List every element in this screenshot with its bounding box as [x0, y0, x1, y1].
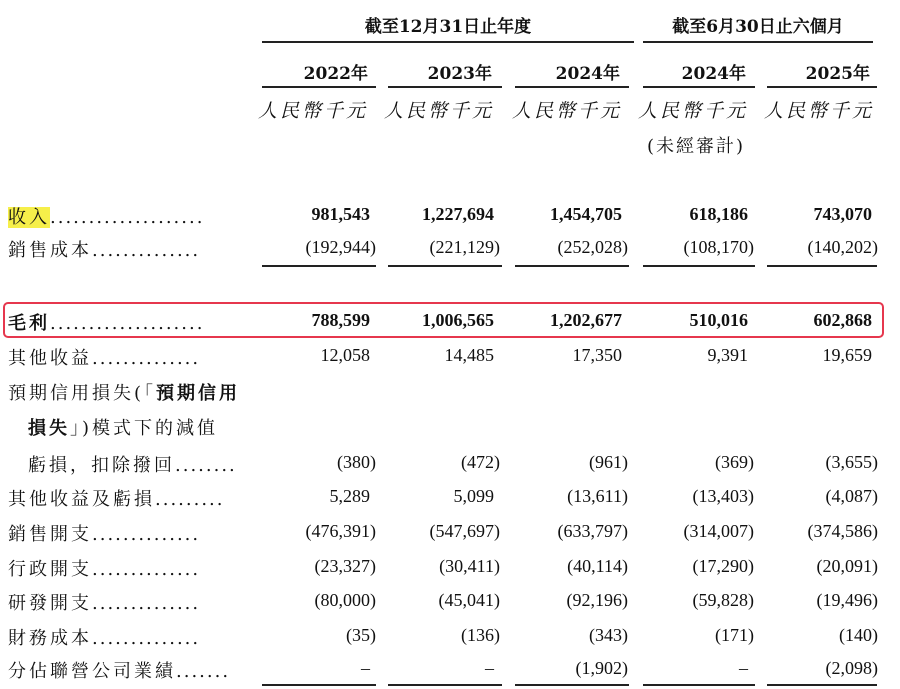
rd-expenses-2025-h1: (19,496) — [816, 590, 878, 610]
admin-expenses-2025-h1: (20,091) — [816, 556, 878, 576]
year-header-2024-h1: 2024年 — [681, 64, 746, 84]
cost-of-sales-2025-h1: (140,202) — [807, 237, 878, 257]
rd-expenses-2024-h1: (59,828) — [692, 590, 754, 610]
leader-dots: .............. — [92, 559, 201, 580]
admin-expenses-2023: (30,411) — [439, 556, 500, 576]
leader-dots: .............. — [92, 524, 201, 545]
ecl-2023: (472) — [461, 452, 500, 472]
cost-of-sales-2024: (252,028) — [557, 237, 628, 257]
total-rule — [262, 684, 376, 686]
row-label-ecl-line3 — [28, 451, 237, 477]
cost-of-sales-2022: (192,944) — [305, 237, 376, 257]
other-gains-losses-2024-h1: (13,403) — [692, 486, 754, 506]
ecl-defined-term: 損失 — [28, 418, 70, 439]
header-group-interim-rule — [643, 41, 873, 43]
gross-profit-2024-h1: 510,016 — [689, 310, 748, 330]
gross-profit-2023: 1,006,565 — [422, 310, 494, 330]
header-group-annual: 截至12月31日止年度 — [364, 17, 532, 37]
finance-costs-text: 財務成本 — [8, 628, 92, 649]
row-label-selling-expenses — [8, 520, 200, 546]
total-rule — [767, 684, 877, 686]
gross-profit-2022: 788,599 — [311, 310, 370, 330]
row-label-finance-costs — [8, 624, 200, 650]
revenue-highlight: 收入 — [8, 207, 50, 228]
leader-dots: .............. — [92, 240, 201, 261]
subtotal-rule — [767, 265, 877, 267]
row-label-ecl-line1 — [8, 379, 240, 405]
unaudited-note: (未經審計) — [646, 136, 746, 157]
year-rule — [643, 86, 755, 88]
finance-costs-2022: (35) — [346, 625, 376, 645]
share-of-associates-2024: (1,902) — [575, 658, 628, 678]
selling-expenses-2024: (633,797) — [557, 521, 628, 541]
cost-of-sales-2024-h1: (108,170) — [683, 237, 754, 257]
admin-expenses-2022: (23,327) — [314, 556, 376, 576]
year-rule — [767, 86, 877, 88]
revenue-2025-h1: 743,070 — [813, 204, 872, 224]
admin-expenses-2024-h1: (17,290) — [692, 556, 754, 576]
subtotal-rule — [643, 265, 755, 267]
cost-of-sales-2023: (221,129) — [429, 237, 500, 257]
ecl-2022: (380) — [337, 452, 376, 472]
subtotal-rule — [262, 265, 376, 267]
finance-costs-2023: (136) — [461, 625, 500, 645]
other-gains-losses-2025-h1: (4,087) — [825, 486, 878, 506]
other-income-2024-h1: 9,391 — [707, 345, 748, 365]
cost-of-sales-text: 銷售成本 — [8, 240, 92, 261]
leader-dots: ........ — [175, 455, 237, 476]
ecl-text: 預期信用損失(「 — [8, 383, 157, 404]
other-gains-losses-2022: 5,289 — [329, 486, 370, 506]
share-of-associates-2025-h1: (2,098) — [825, 658, 878, 678]
year-header-2023: 2023年 — [427, 64, 492, 84]
ecl-text: 虧損，扣除撥回 — [28, 455, 175, 476]
share-of-associates-text: 分佔聯營公司業績 — [8, 661, 176, 682]
leader-dots: .............. — [92, 593, 201, 614]
admin-expenses-text: 行政開支 — [8, 559, 92, 580]
revenue-2023: 1,227,694 — [422, 204, 494, 224]
ecl-text: 」)模式下的減值 — [70, 418, 219, 439]
ecl-2024: (961) — [589, 452, 628, 472]
finance-costs-2025-h1: (140) — [839, 625, 878, 645]
gross-profit-2024: 1,202,677 — [550, 310, 622, 330]
unit-header: 人民幣千元 — [512, 100, 623, 122]
year-header-2024: 2024年 — [555, 64, 620, 84]
year-header-2025-h1: 2025年 — [805, 64, 870, 84]
rd-expenses-text: 研發開支 — [8, 593, 92, 614]
year-rule — [262, 86, 376, 88]
row-label-rd-expenses — [8, 589, 200, 615]
leader-dots: .................... — [50, 207, 205, 228]
revenue-2024-h1: 618,186 — [689, 204, 748, 224]
row-label-share-of-associates — [8, 657, 230, 683]
other-income-2022: 12,058 — [320, 345, 370, 365]
row-label-revenue — [8, 203, 204, 229]
header-group-annual-rule — [262, 41, 634, 43]
subtotal-rule — [388, 265, 502, 267]
ecl-2024-h1: (369) — [715, 452, 754, 472]
unit-header: 人民幣千元 — [764, 100, 875, 122]
other-income-text: 其他收益 — [8, 348, 92, 369]
total-rule — [388, 684, 502, 686]
unit-header: 人民幣千元 — [384, 100, 495, 122]
total-rule — [515, 684, 629, 686]
leader-dots: ....... — [176, 661, 231, 682]
gross-profit-2025-h1: 602,868 — [813, 310, 872, 330]
finance-costs-2024: (343) — [589, 625, 628, 645]
other-income-2024: 17,350 — [572, 345, 622, 365]
ecl-defined-term: 預期信用 — [156, 383, 241, 404]
revenue-2024: 1,454,705 — [550, 204, 622, 224]
ecl-2025-h1: (3,655) — [825, 452, 878, 472]
leader-dots: .............. — [92, 348, 201, 369]
gross-profit-text: 毛利 — [8, 313, 50, 334]
other-gains-losses-2023: 5,099 — [453, 486, 494, 506]
share-of-associates-2023: – — [485, 658, 494, 678]
row-label-ecl-line2 — [28, 414, 218, 440]
selling-expenses-text: 銷售開支 — [8, 524, 92, 545]
unit-header: 人民幣千元 — [638, 100, 749, 122]
selling-expenses-2025-h1: (374,586) — [807, 521, 878, 541]
leader-dots: ......... — [155, 489, 225, 510]
selling-expenses-2023: (547,697) — [429, 521, 500, 541]
row-label-gross-profit — [8, 309, 204, 335]
finance-costs-2024-h1: (171) — [715, 625, 754, 645]
header-group-interim: 截至6月30日止六個月 — [672, 17, 844, 37]
selling-expenses-2024-h1: (314,007) — [683, 521, 754, 541]
row-label-other-gains-losses — [8, 485, 225, 511]
rd-expenses-2023: (45,041) — [438, 590, 500, 610]
row-label-other-income — [8, 344, 200, 370]
other-gains-losses-2024: (13,611) — [567, 486, 628, 506]
year-rule — [388, 86, 502, 88]
other-income-2023: 14,485 — [444, 345, 494, 365]
row-label-admin-expenses — [8, 555, 200, 581]
unit-header: 人民幣千元 — [258, 100, 369, 122]
rd-expenses-2024: (92,196) — [566, 590, 628, 610]
total-rule — [643, 684, 755, 686]
rd-expenses-2022: (80,000) — [314, 590, 376, 610]
other-gains-losses-text: 其他收益及虧損 — [8, 489, 155, 510]
selling-expenses-2022: (476,391) — [305, 521, 376, 541]
admin-expenses-2024: (40,114) — [567, 556, 628, 576]
revenue-2022: 981,543 — [311, 204, 370, 224]
share-of-associates-2022: – — [361, 658, 370, 678]
row-label-cost-of-sales — [8, 236, 200, 262]
year-rule — [515, 86, 629, 88]
year-header-2022: 2022年 — [303, 64, 368, 84]
leader-dots: .................... — [50, 313, 205, 334]
share-of-associates-2024-h1: – — [739, 658, 748, 678]
subtotal-rule — [515, 265, 629, 267]
leader-dots: .............. — [92, 628, 201, 649]
other-income-2025-h1: 19,659 — [822, 345, 872, 365]
